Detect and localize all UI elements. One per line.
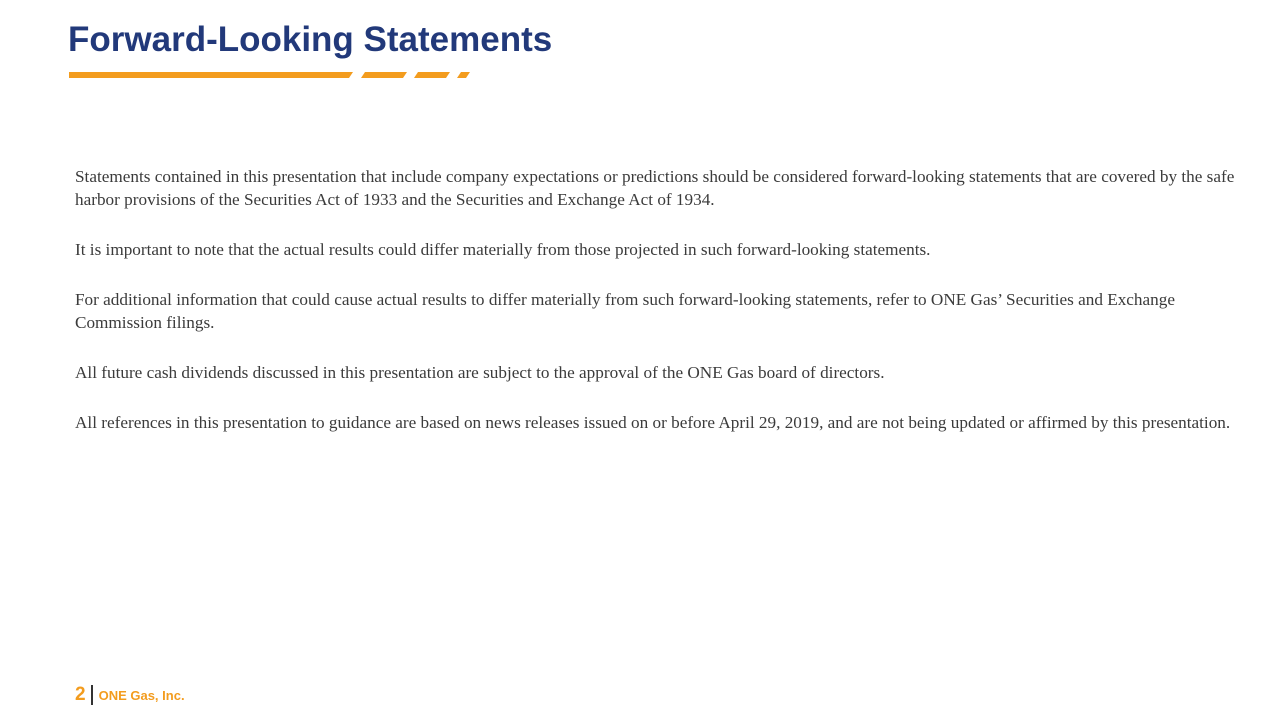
paragraph-dividends: All future cash dividends discussed in this presentation are subject to the approval of the ONE Gas board of directors. xyxy=(75,363,885,382)
footer-divider xyxy=(91,685,93,705)
underline-segment xyxy=(361,72,407,78)
paragraph-results-differ: It is important to note that the actual results could differ materially from those projected in such forward-looking statements. xyxy=(75,240,931,259)
underline-segment xyxy=(414,72,450,78)
paragraph-guidance: All references in this presentation to guidance are based on news releases issued on or before April 29, 2019, and are not being updated or affirmed by this presentation. xyxy=(75,413,1231,432)
company-name: ONE Gas, Inc. xyxy=(98,688,185,703)
slide-title: Forward-Looking Statements xyxy=(68,20,553,59)
disclaimer-body xyxy=(75,165,1235,461)
paragraph-sec-filings: For additional information that could cause actual results to differ materially from such forward-looking statements, refer to ONE Gas’ Securities and Exchange Commission filings. xyxy=(75,290,1175,332)
page-number: 2 xyxy=(75,684,86,705)
slide-footer xyxy=(75,682,185,708)
underline-segment xyxy=(457,72,470,78)
paragraph-safe-harbor: Statements contained in this presentation that include company expectations or predictions should be considered forward-looking statements that are covered by the safe harbor provisions of the Securities Act of 1933 and the Securities and Exchange Act of 1934. xyxy=(75,167,1235,209)
underline-segment xyxy=(69,72,353,78)
